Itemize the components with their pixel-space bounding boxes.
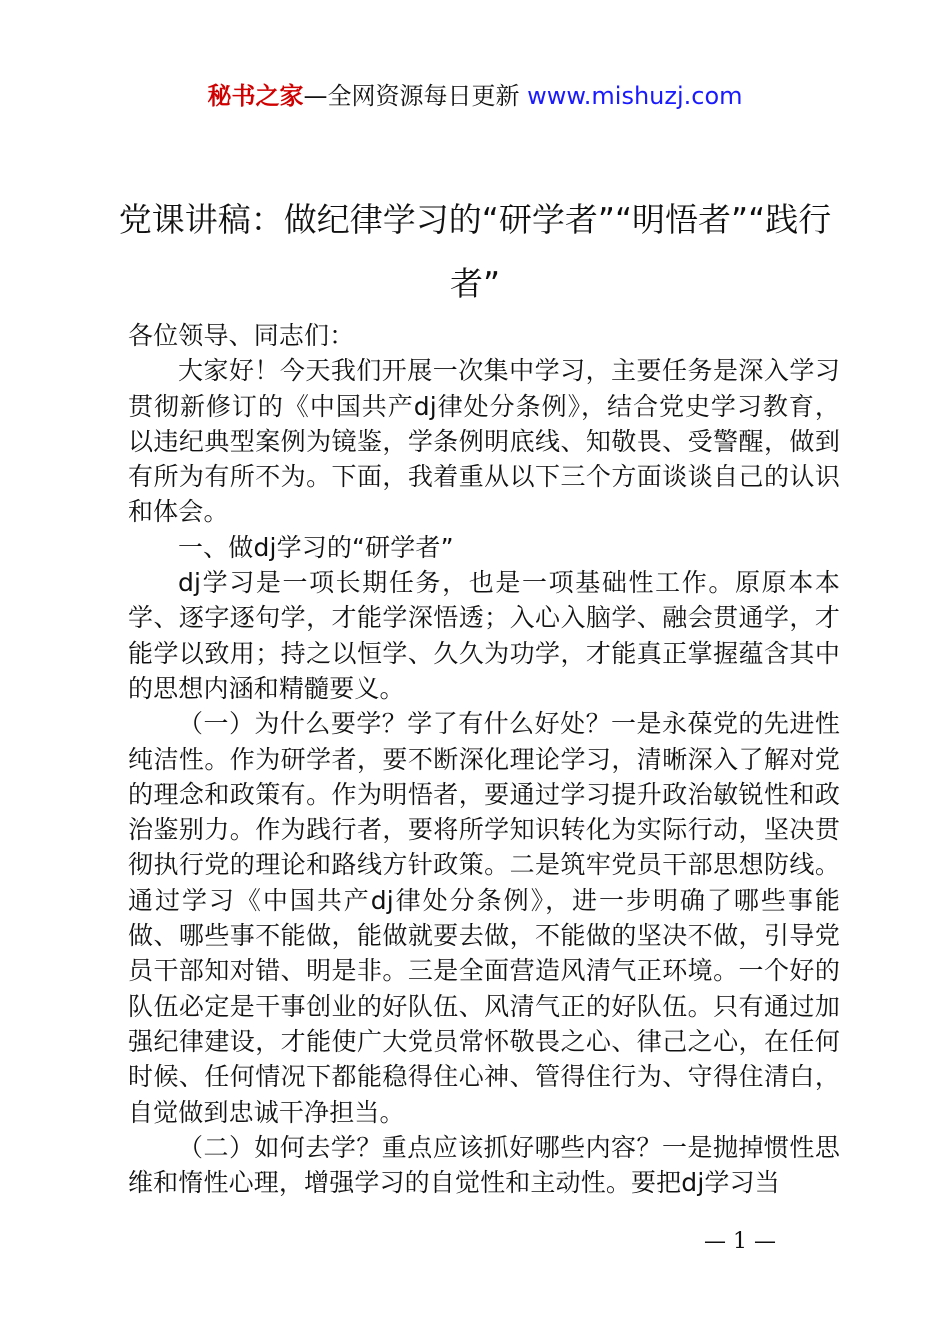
section-heading-1: 一、做dj学习的“研学者” xyxy=(178,532,454,562)
site-banner xyxy=(0,80,950,112)
paragraph-section-1: dj学习是一项长期任务，也是一项基础性工作。原原本本学、逐字逐句学，才能学深悟透；入心入脑学、融会贯通学，才能学以致用；持之以恒学、久久为功学，才能真正掌握蕴含其中的思想内涵和精髓要义。 xyxy=(128,568,840,703)
paragraph-intro: 大家好！今天我们开展一次集中学习，主要任务是深入学习贯彻新修订的《中国共产dj律处分条例》，结合党史学习教育，以违纪典型案例为镜鉴，学条例明底线、知敬畏、受警醒，做到有所为有所不为。下面，我着重从以下三个方面谈谈自己的认识和体会。 xyxy=(128,356,840,527)
brand-name: 秘书之家 xyxy=(207,82,304,110)
paragraph-subsection-2: （二）如何去学？重点应该抓好哪些内容？一是抛掉惯性思维和惰性心理，增强学习的自觉性和主动性。要把dj学习当 xyxy=(128,1132,840,1198)
document-title: 党课讲稿：做纪律学习的“研学者”“明悟者”“践行者” xyxy=(118,200,832,303)
banner-slogan: —全网资源每日更新 xyxy=(303,82,528,110)
document-body xyxy=(128,318,840,1200)
page-number: — 1 — xyxy=(704,1229,776,1254)
paragraph-subsection-1: （一）为什么要学？学了有什么好处？一是永葆党的先进性纯洁性。作为研学者，要不断深化理论学习，清晰深入了解对党的理念和政策有。作为明悟者，要通过学习提升政治敏锐性和政治鉴别力。作为践行者，要将所学知识转化为实际行动，坚决贯彻执行党的理论和路线方针政策。二是筑牢党员干部思想防线。通过学习《中国共产dj律处分条例》，进一步明确了哪些事能做、哪些事不能做，能做就要去做，不能做的坚决不做，引导党员干部知对错、明是非。三是全面营造风清气正环境。一个好的队伍必定是干事创业的好队伍、风清气正的好队伍。只有通过加强纪律建设，才能使广大党员常怀敬畏之心、律己之心，在任何时候、任何情况下都能稳得住心神、管得住行为、守得住清白，自觉做到忠诚干净担当。 xyxy=(128,709,840,1127)
salutation: 各位领导、同志们： xyxy=(128,321,355,350)
site-url-link[interactable]: www.mishuzj.com xyxy=(527,82,743,110)
